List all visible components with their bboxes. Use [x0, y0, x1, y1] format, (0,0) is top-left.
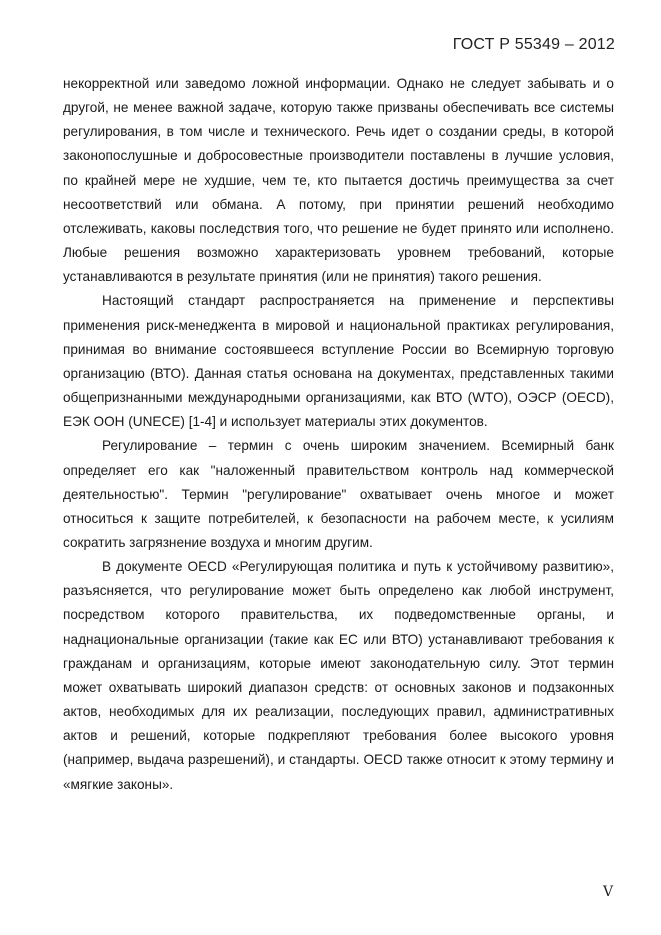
paragraph-scope: Настоящий стандарт распространяется на применение и перспективы применения риск-менеджента в мировой и национальной практиках регулирования, принимая во внимание состоявшееся вступление России во Всемирную торговую организацию (ВТО). Данная статья основана на документах, представленных такими общепризнанными международными организациями, как ВТО (WTO), ОЭСР (OECD), ЕЭК ООН (UNECE) [1-4] и использует материалы этих документов.: [63, 293, 614, 430]
document-header-standard-id: ГОСТ Р 55349 – 2012: [452, 36, 615, 53]
document-body: [63, 72, 614, 797]
paragraph-oecd-document: В документе OECD «Регулирующая политика и путь к устойчивому развитию», разъясняется, что регулирование может быть определено как любой инструмент, посредством которого правительства, их подведомственные органы, и наднациональные организации (такие как ЕС или ВТО) устанавливают требования к гражданам и организациям, которые имеют законодательную силу. Этот термин может охватывать широкий диапазон средств: от основных законов и подзаконных актов, необходимых для их реализации, последующих правил, административных актов и решений, которые подкрепляют требования более высокого уровня (например, выдача разрешений), и стандарты. OECD также относит к этому термину и «мягкие законы».: [63, 559, 614, 792]
paragraph-continuation: некорректной или заведомо ложной информации. Однако не следует забывать и о другой, не менее важной задаче, которую также призваны обеспечивать все системы регулирования, в том числе и технического. Речь идет о создании среды, в которой законопослушные и добросовестные производители поставлены в лучшие условия, по крайней мере не худшие, чем те, кто пытается достичь преимущества за счет несоответствий или обмана. А потому, при принятии решений необходимо отслеживать, каковы последствия того, что решение не будет принято или исполнено. Любые решения возможно характеризовать уровнем требований, которые устанавливаются в результате принятия (или не принятия) такого решения.: [63, 76, 614, 285]
page-number: V: [603, 884, 614, 900]
paragraph-regulation-definition: Регулирование – термин с очень широким значением. Всемирный банк определяет его как "наложенный правительством контроль над коммерческой деятельностью". Термин "регулирование" охватывает очень многое и может относиться к защите потребителей, к безопасности на рабочем месте, к усилиям сократить загрязнение воздуха и многим другим.: [63, 438, 614, 550]
